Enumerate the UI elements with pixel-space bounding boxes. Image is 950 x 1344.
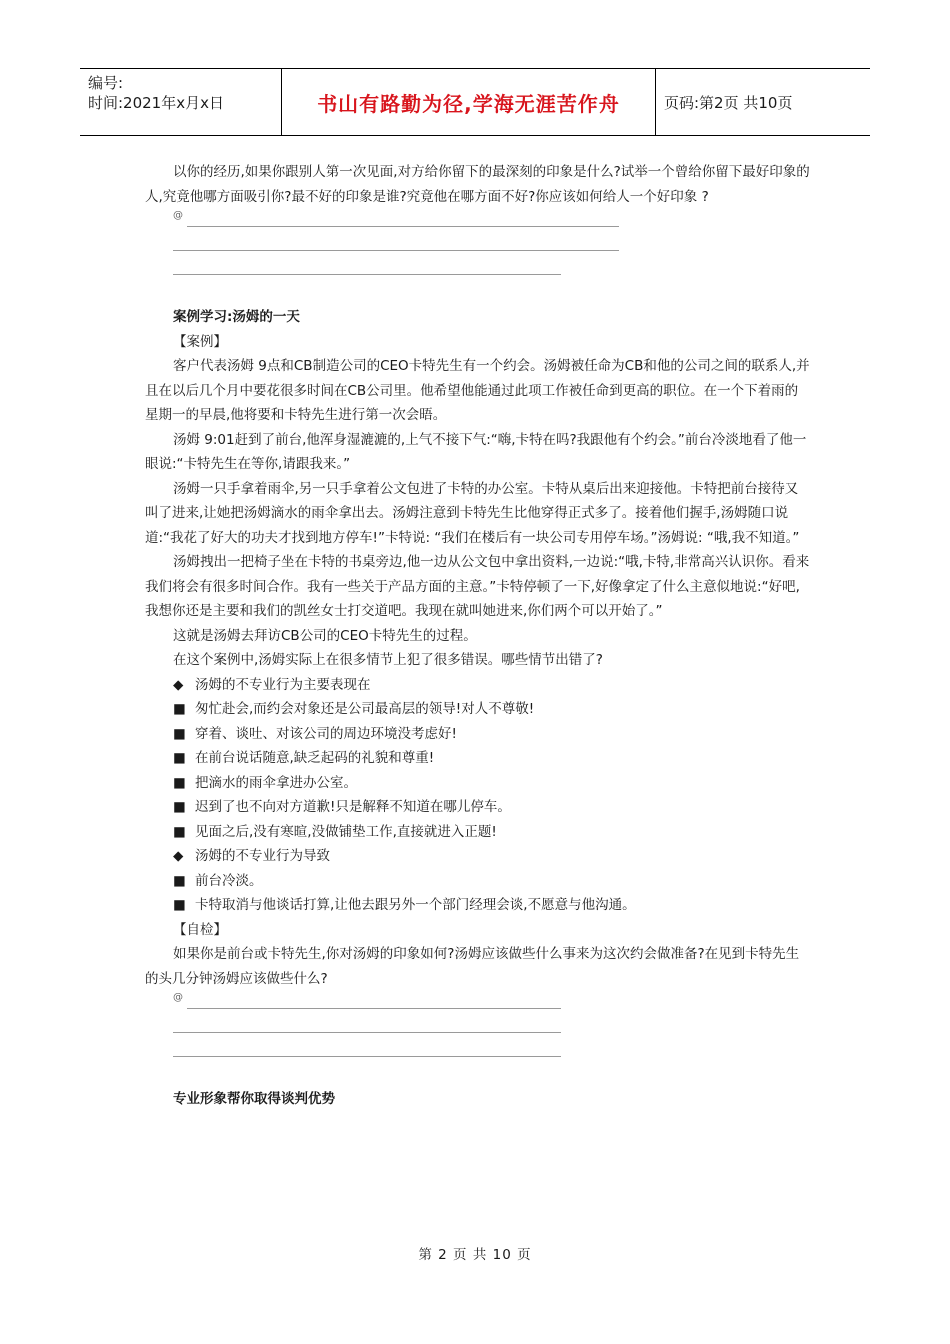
analysis-text: 前台冷淡。 [195, 872, 263, 889]
header-page-label: 页码:第2页 共10页 [664, 93, 793, 112]
document-number-label: 编号: [88, 74, 124, 92]
header-motto-cell [282, 69, 656, 135]
analysis-text: 卡特取消与他谈话打算,让他去跟另外一个部门经理会谈,不愿意与他沟通。 [195, 897, 636, 913]
analysis-item [145, 746, 810, 771]
page-footer: 第 2 页 共 10 页 [418, 1247, 532, 1263]
square-bullet-icon: ■ [173, 774, 186, 791]
answer-rule [173, 274, 561, 275]
answer-line [173, 1015, 810, 1039]
square-bullet-icon: ■ [173, 701, 186, 717]
answer-at-mark: @ [173, 210, 183, 221]
answer-rule [173, 1056, 561, 1057]
analysis-item [145, 795, 810, 820]
spacer [145, 281, 810, 305]
analysis-item [145, 697, 810, 722]
document-time-label: 时间:2021年x月x日 [88, 94, 224, 112]
case-paragraph: 汤姆一只手拿着雨伞,另一只手拿着公文包进了卡特的办公室。卡特从桌后出来迎接他。卡特把前台接待又叫了进来,让她把汤姆滴水的雨伞拿出去。汤姆注意到卡特先生比他穿得正式多了。接着他们握手,汤姆随口说道:“我花了好大的功夫才找到地方停车!”卡特说: “我们在楼后有一块公司专用停车场。”汤姆说: “哦,我不知道。” [145, 480, 800, 546]
analysis-text: 匆忙赴会,而约会对象还是公司最高层的领导!对人不尊敬! [195, 701, 535, 717]
answer-rule [173, 250, 619, 251]
analysis-text: 汤姆的不专业行为主要表现在 [195, 676, 371, 693]
analysis-text: 迟到了也不向对方道歉!只是解释不知道在哪儿停车。 [195, 799, 511, 815]
case-paragraph: 客户代表汤姆 9点和CB制造公司的CEO卡特先生有一个约会。汤姆被任命为CB和他的公司之间的联系人,并且在以后几个月中要花很多时间在CB公司里。他希望他能通过此项工作被任命到更高的职位。在一个下着雨的星期一的早晨,他将要和卡特先生进行第一次会晤。 [145, 358, 810, 423]
diamond-bullet-icon: ◆ [173, 848, 184, 864]
case-paragraph: 汤姆 9:01赶到了前台,他浑身湿漉漉的,上气不接下气:“嗨,卡特在吗?我跟他有个约会。”前台冷淡地看了他一眼说:“卡特先生在等你,请跟我来。” [145, 431, 807, 472]
square-bullet-icon: ■ [173, 872, 186, 889]
self-check-question: 如果你是前台或卡特先生,你对汤姆的印象如何?汤姆应该做些什么事来为这次约会做准备?在见到卡特先生的头几分钟汤姆应该做些什么? [145, 946, 800, 987]
header-page-cell [656, 69, 870, 135]
spacer [145, 1063, 810, 1087]
question-paragraph: 以你的经历,如果你跟别人第一次见面,对方给你留下的最深刻的印象是什么?试举一个曾给你留下最好印象的人,究竟他哪方面吸引你?最不好的印象是谁?究竟他在哪方面不好?你应该如何给人一个好印象 ? [145, 164, 810, 205]
analysis-item [145, 722, 810, 747]
answer-rule [173, 1032, 561, 1033]
answer-rule [187, 1008, 561, 1009]
analysis-text: 见面之后,没有寒暄,没做铺垫工作,直接就进入正题! [195, 823, 497, 840]
header-table [80, 68, 870, 136]
section-title: 专业形象帮你取得谈判优势 [173, 1091, 335, 1107]
analysis-text: 穿着、谈吐、对该公司的周边环境没考虑好! [195, 725, 457, 742]
square-bullet-icon: ■ [173, 823, 186, 840]
analysis-text: 汤姆的不专业行为导致 [195, 848, 330, 864]
square-bullet-icon: ■ [173, 725, 186, 742]
case-title: 案例学习:汤姆的一天 [173, 309, 300, 325]
analysis-item [145, 673, 810, 698]
case-paragraph: 这就是汤姆去拜访CB公司的CEO卡特先生的过程。 [173, 627, 477, 644]
analysis-item [145, 844, 810, 869]
answer-line [173, 1039, 810, 1063]
answer-line [173, 209, 810, 233]
answer-line [173, 991, 810, 1015]
square-bullet-icon: ■ [173, 799, 186, 815]
self-check-label: 【自检】 [173, 921, 227, 938]
header-meta-cell [80, 69, 282, 135]
analysis-item [145, 820, 810, 845]
square-bullet-icon: ■ [173, 897, 186, 913]
case-paragraph: 在这个案例中,汤姆实际上在很多情节上犯了很多错误。哪些情节出错了? [173, 652, 603, 668]
document-body [145, 160, 810, 1112]
header-motto: 书山有路勤为径,学海无涯苦作舟 [317, 91, 620, 116]
answer-line [173, 233, 810, 257]
analysis-item [145, 893, 810, 918]
analysis-text: 在前台说话随意,缺乏起码的礼貌和尊重! [195, 750, 435, 766]
analysis-text: 把滴水的雨伞拿进办公室。 [195, 774, 357, 791]
answer-at-mark: @ [173, 992, 183, 1003]
case-paragraph: 汤姆拽出一把椅子坐在卡特的书桌旁边,他一边从公文包中拿出资料,一边说:“哦,卡特,非常高兴认识你。看来我们将会有很多时间合作。我有一些关于产品方面的主意。”卡特停顿了一下,好像拿定了什么主意似地说:“好吧,我想你还是主要和我们的凯丝女士打交道吧。我现在就叫她进来,你们两个可以开始了。” [145, 554, 810, 619]
analysis-item [145, 771, 810, 796]
square-bullet-icon: ■ [173, 750, 186, 766]
answer-line [173, 257, 810, 281]
case-label: 【案例】 [173, 333, 227, 350]
diamond-bullet-icon: ◆ [173, 676, 184, 693]
analysis-item [145, 869, 810, 894]
answer-rule [187, 226, 619, 227]
